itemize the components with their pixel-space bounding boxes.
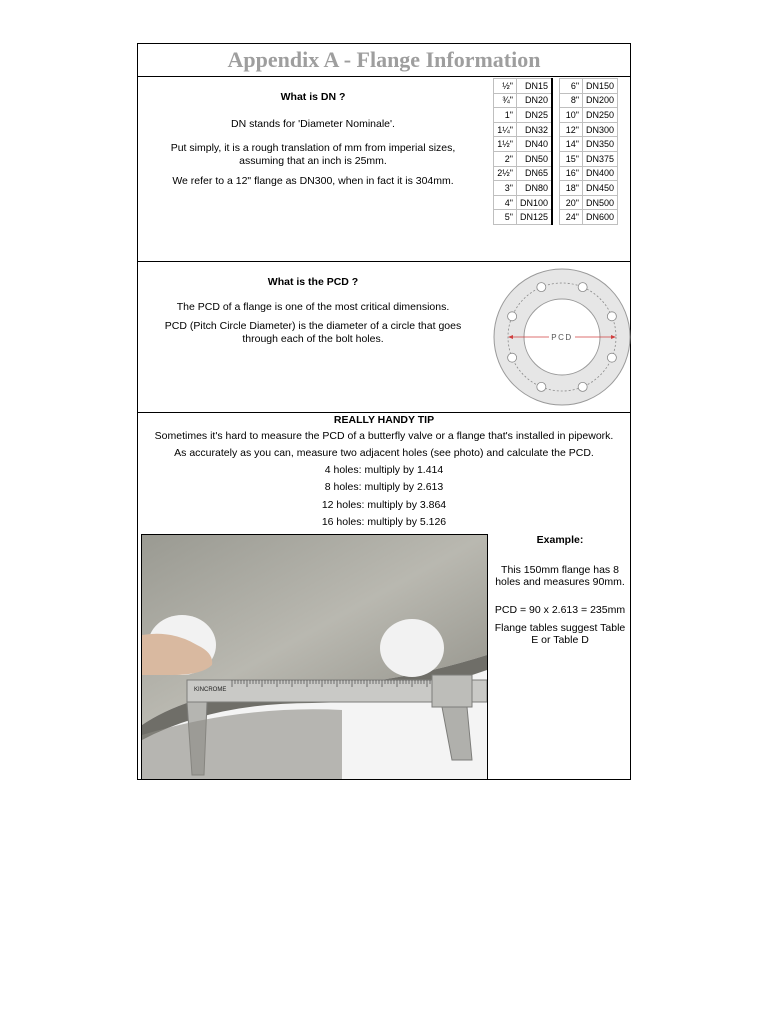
caliper-slider <box>432 675 472 707</box>
table-row <box>494 79 618 94</box>
pcd-text <box>138 276 488 345</box>
bolt-hole <box>578 283 587 292</box>
dn-cell: DN300 <box>583 122 618 137</box>
dn-heading: What is DN ? <box>280 91 346 103</box>
tip-heading: REALLY HANDY TIP <box>333 414 435 426</box>
table-row <box>494 137 618 152</box>
page-title: Appendix A - Flange Information <box>138 44 630 77</box>
multiplier-item: 8 holes: multiply by 2.613 <box>324 481 444 493</box>
tip-text <box>138 414 630 529</box>
dn-cell: DN350 <box>583 137 618 152</box>
multiplier-item: 16 holes: multiply by 5.126 <box>321 516 447 528</box>
dn-cell: DN50 <box>517 151 553 166</box>
dn-cell: DN25 <box>517 108 553 123</box>
size-cell: 2½" <box>494 166 517 181</box>
tip-line-1: Sometimes it's hard to measure the PCD of a butterfly valve or a flange that's installed in pipework. <box>154 429 614 442</box>
bolt-hole-right <box>380 619 444 677</box>
dn-line-1: DN stands for 'Diameter Nominale'. <box>231 117 395 130</box>
pcd-line-2: PCD (Pitch Circle Diameter) is the diameter of a circle that goes through each of the bolt holes. <box>164 320 462 345</box>
dn-cell: DN100 <box>517 195 553 210</box>
pcd-section <box>138 262 630 413</box>
dn-line-3: We refer to a 12" flange as DN300, when in fact it is 304mm. <box>172 175 454 187</box>
bolt-hole <box>578 382 587 391</box>
table-divider <box>552 122 560 137</box>
size-cell: 15" <box>560 151 583 166</box>
table-divider <box>552 151 560 166</box>
multiplier-item: 4 holes: multiply by 1.414 <box>324 463 444 476</box>
size-cell: 24" <box>560 210 583 225</box>
dn-line-2: Put simply, it is a rough translation of mm from imperial sizes, assuming that an inch is 25mm. <box>170 142 456 167</box>
bolt-hole <box>537 283 546 292</box>
table-row <box>494 166 618 181</box>
caliper-brand: KINCROME <box>194 687 227 693</box>
table-divider <box>552 108 560 123</box>
bolt-hole <box>607 353 616 362</box>
bolt-hole <box>537 382 546 391</box>
table-row <box>494 108 618 123</box>
dn-cell: DN150 <box>583 79 618 94</box>
pcd-label: PCD <box>551 333 573 342</box>
bolt-hole <box>508 312 517 321</box>
size-cell: ½" <box>494 79 517 94</box>
pcd-heading: What is the PCD ? <box>267 276 359 288</box>
multiplier-list <box>138 464 630 529</box>
table-row <box>494 122 618 137</box>
size-cell: ¾" <box>494 93 517 108</box>
table-divider <box>552 137 560 152</box>
flange-diagram <box>491 266 633 408</box>
dn-cell: DN250 <box>583 108 618 123</box>
size-cell: 1" <box>494 108 517 123</box>
dn-cell: DN450 <box>583 181 618 196</box>
table-row <box>494 210 618 225</box>
size-cell: 10" <box>560 108 583 123</box>
size-cell: 18" <box>560 181 583 196</box>
dn-text <box>138 91 488 188</box>
dn-section <box>138 77 630 262</box>
dn-cell: DN32 <box>517 122 553 137</box>
table-row <box>494 181 618 196</box>
size-cell: 5" <box>494 210 517 225</box>
example-line-1: This 150mm flange has 8 holes and measures 90mm. <box>495 564 625 588</box>
dn-cell: DN125 <box>517 210 553 225</box>
dn-cell: DN40 <box>517 137 553 152</box>
dn-conversion-table <box>493 78 618 225</box>
example-heading: Example: <box>536 534 584 546</box>
size-cell: 1½" <box>494 137 517 152</box>
size-cell: 8" <box>560 93 583 108</box>
caliper-photo <box>141 534 488 780</box>
dn-cell: DN80 <box>517 181 553 196</box>
table-row <box>494 195 618 210</box>
multiplier-item: 12 holes: multiply by 3.864 <box>321 498 447 511</box>
size-cell: 3" <box>494 181 517 196</box>
table-divider <box>552 210 560 225</box>
table-row <box>494 151 618 166</box>
size-cell: 1¼" <box>494 122 517 137</box>
dn-cell: DN375 <box>583 151 618 166</box>
dn-cell: DN20 <box>517 93 553 108</box>
dn-cell: DN65 <box>517 166 553 181</box>
table-divider <box>552 79 560 94</box>
size-cell: 20" <box>560 195 583 210</box>
appendix-page <box>137 43 631 780</box>
dn-cell: DN200 <box>583 93 618 108</box>
dn-cell: DN500 <box>583 195 618 210</box>
bolt-hole <box>607 312 616 321</box>
example-box <box>490 534 630 646</box>
table-divider <box>552 195 560 210</box>
size-cell: 12" <box>560 122 583 137</box>
size-cell: 6" <box>560 79 583 94</box>
size-cell: 4" <box>494 195 517 210</box>
size-cell: 14" <box>560 137 583 152</box>
bolt-hole <box>508 353 517 362</box>
table-row <box>494 93 618 108</box>
size-cell: 16" <box>560 166 583 181</box>
table-divider <box>552 181 560 196</box>
size-cell: 2" <box>494 151 517 166</box>
dn-cell: DN400 <box>583 166 618 181</box>
table-divider <box>552 93 560 108</box>
table-divider <box>552 166 560 181</box>
tip-section <box>138 413 630 780</box>
example-line-3: Flange tables suggest Table E or Table D <box>494 622 626 646</box>
example-line-2: PCD = 90 x 2.613 = 235mm <box>494 604 626 616</box>
tip-line-2: As accurately as you can, measure two adjacent holes (see photo) and calculate the PCD. <box>174 447 594 459</box>
dn-cell: DN600 <box>583 210 618 225</box>
dn-cell: DN15 <box>517 79 553 94</box>
pcd-line-1: The PCD of a flange is one of the most critical dimensions. <box>176 300 450 313</box>
